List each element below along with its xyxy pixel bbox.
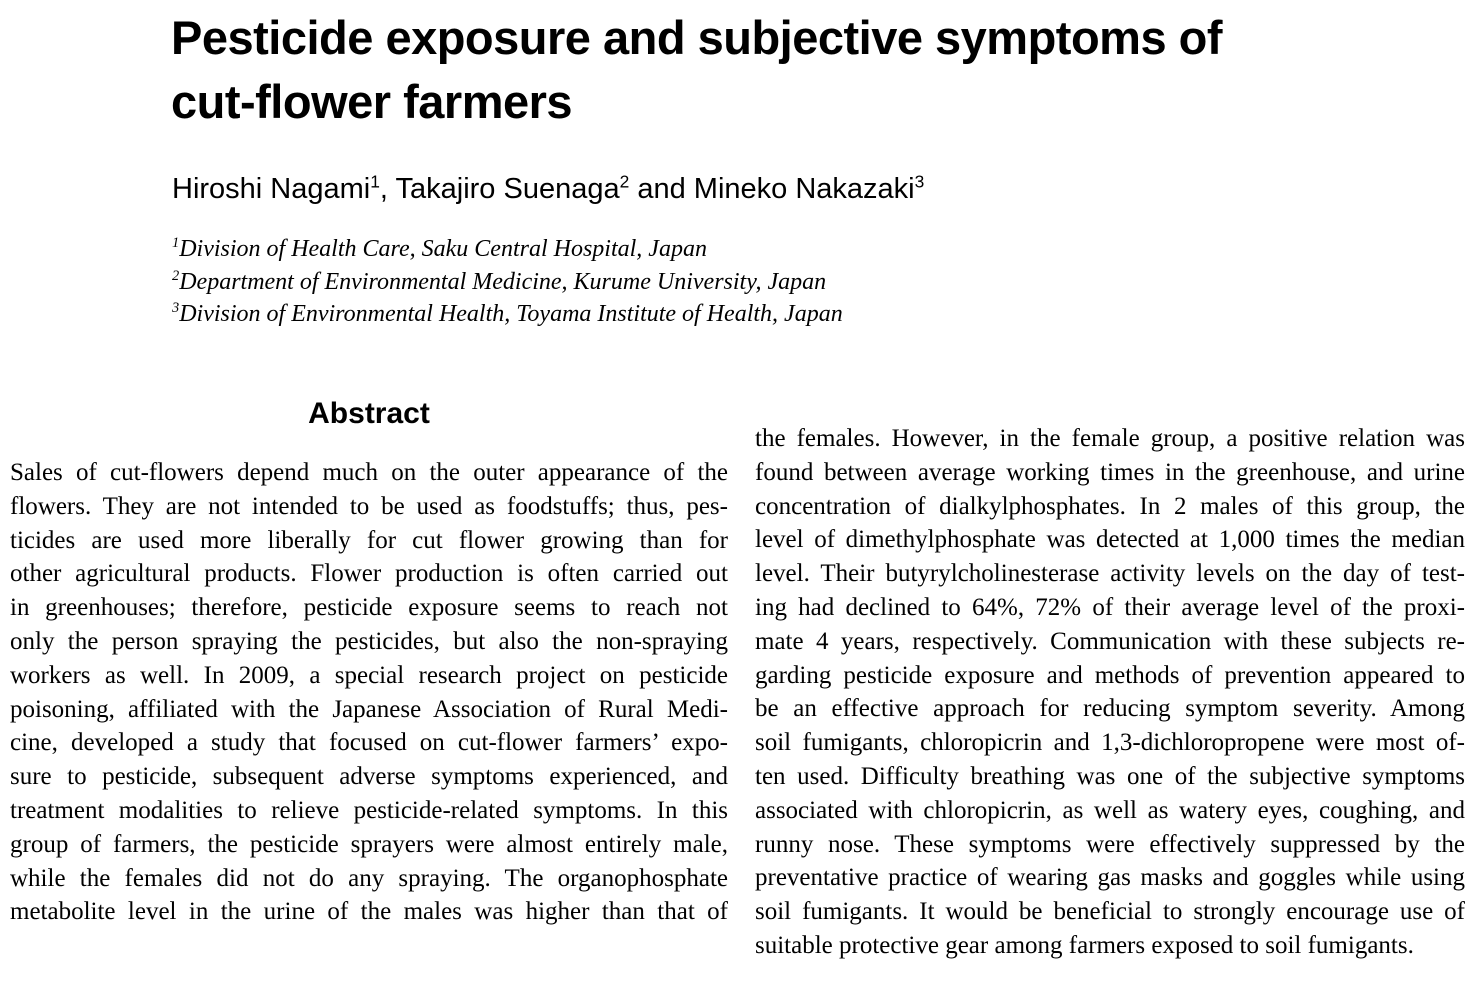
abstract-text-line: soil fumigants, chloropicrin and 1,3-dichloropropene were most of-: [755, 729, 1465, 757]
authors-line: [172, 171, 1372, 207]
abstract-text-line: metabolite level in the urine of the males was higher than that of: [10, 898, 728, 926]
abstract-text-line: found between average working times in the greenhouse, and urine: [755, 458, 1465, 486]
abstract-text-line: only the person spraying the pesticides, but also the non-spraying: [10, 627, 728, 655]
abstract-text-line: suitable protective gear among farmers exposed to soil fumigants.: [755, 931, 1414, 959]
affiliation-item-1: [172, 233, 1272, 266]
paper-title: [171, 6, 1421, 134]
abstract-text-line: the females. However, in the female group, a positive relation was: [755, 425, 1465, 452]
author-name-3: Mineko Nakazaki: [693, 173, 915, 205]
author-affiliation-ref-1: 1: [370, 171, 380, 192]
abstract-text-line: level. Their butyrylcholinesterase activity levels on the day of test-: [755, 560, 1465, 588]
author-separator-2: and: [629, 173, 694, 205]
affiliation-sup-1: 1: [172, 235, 180, 251]
author-name-2: Takajiro Suenaga: [395, 173, 620, 205]
affiliation-item-2: [172, 266, 1272, 299]
paper-title-line-2: cut-flower farmers: [171, 75, 573, 128]
abstract-text-line: ten used. Difficulty breathing was one of the subjective symptoms: [755, 762, 1465, 790]
abstract-text-line: be an effective approach for reducing symptom severity. Among: [755, 695, 1465, 723]
abstract-left-column: [10, 456, 728, 929]
abstract-text-line: flowers. They are not intended to be used as foodstuffs; thus, pes-: [10, 492, 728, 520]
affiliation-text-1: Division of Health Care, Saku Central Hospital, Japan: [179, 236, 707, 262]
abstract-text-line: soil fumigants. It would be beneficial to strongly encourage use of: [755, 898, 1465, 926]
affiliation-sup-2: 2: [172, 267, 180, 284]
abstract-text-line: mate 4 years, respectively. Communication with these subjects re-: [755, 627, 1465, 655]
abstract-text-line: cine, developed a study that focused on cut-flower farmers’ expo-: [10, 729, 728, 757]
abstract-heading: Abstract: [308, 397, 430, 430]
author-affiliation-ref-3: 3: [914, 171, 925, 192]
abstract-text-line: garding pesticide exposure and methods of prevention appeared to: [755, 661, 1465, 689]
author-name-1: Hiroshi Nagami: [172, 173, 371, 205]
abstract-text-line: sure to pesticide, subsequent adverse symptoms experienced, and: [10, 763, 728, 791]
affiliation-text-2: Department of Environmental Medicine, Kurume University, Japan: [179, 268, 827, 295]
author-affiliation-ref-2: 2: [619, 171, 630, 192]
affiliation-text-3: Division of Environmental Health, Toyama Institute of Health, Japan: [179, 301, 843, 327]
affiliations-block: [172, 233, 1272, 331]
abstract-text-line: concentration of dialkylphosphates. In 2 males of this group, the: [755, 492, 1465, 520]
abstract-text-line: preventative practice of wearing gas masks and goggles while using: [755, 864, 1465, 892]
abstract-text-line: associated with chloropicrin, as well as watery eyes, coughing, and: [755, 796, 1465, 824]
abstract-text-line: ticides are used more liberally for cut flower growing than for: [10, 526, 728, 554]
abstract-text-line: group of farmers, the pesticide sprayers were almost entirely male,: [10, 830, 728, 858]
affiliation-item-3: [172, 298, 1272, 331]
author-separator-1: ,: [379, 173, 396, 205]
abstract-text-line: in greenhouses; therefore, pesticide exposure seems to reach not: [10, 594, 728, 622]
abstract-text-line: ing had declined to 64%, 72% of their average level of the proxi-: [755, 593, 1465, 621]
abstract-text-line: other agricultural products. Flower production is often carried out: [10, 560, 728, 588]
abstract-text-line: level of dimethylphosphate was detected at 1,000 times the median: [755, 526, 1465, 554]
abstract-text-line: while the females did not do any spraying. The organophosphate: [10, 864, 728, 892]
abstract-text-line: Sales of cut-flowers depend much on the outer appearance of the: [10, 459, 728, 486]
abstract-text-line: treatment modalities to relieve pesticide-related symptoms. In this: [10, 796, 728, 824]
abstract-text-line: runny nose. These symptoms were effectively suppressed by the: [755, 830, 1465, 858]
abstract-text-line: poisoning, affiliated with the Japanese Association of Rural Medi-: [10, 695, 728, 723]
affiliation-sup-3: 3: [172, 300, 180, 316]
abstract-right-column: [755, 422, 1465, 963]
abstract-text-line: workers as well. In 2009, a special research project on pesticide: [10, 661, 728, 689]
paper-title-line-1: Pesticide exposure and subjective symptoms of: [171, 11, 1223, 64]
